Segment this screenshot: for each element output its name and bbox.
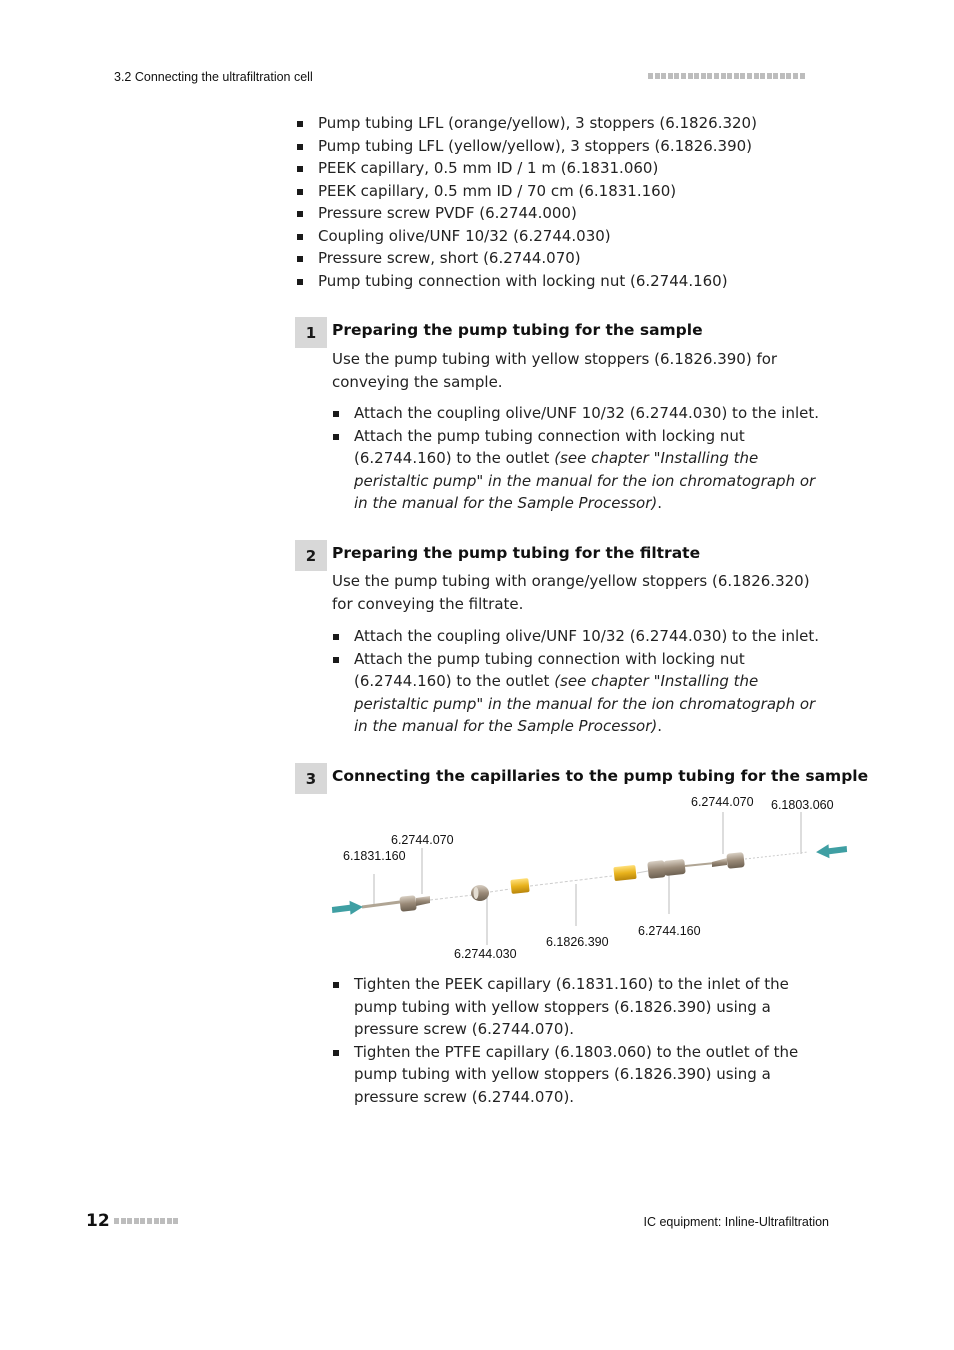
- instruction-end: .: [657, 717, 663, 735]
- step-title: Connecting the capillaries to the pump tubing for the sample: [332, 767, 869, 785]
- label-coupling-olive: 6.2744.030: [454, 947, 517, 961]
- step-description: Use the pump tubing with yellow stoppers (6.1826.390) for conveying the sample.: [332, 350, 778, 391]
- label-pump-tubing: 6.1826.390: [546, 935, 609, 949]
- page-number: 12: [86, 1211, 110, 1231]
- step-description: Use the pump tubing with orange/yellow stoppers (6.1826.320) for conveying the filtrate.: [332, 572, 810, 613]
- step-title: Preparing the pump tubing for the sample: [332, 321, 703, 339]
- yellow-stopper-icon: [613, 865, 636, 881]
- step-instructions: [332, 625, 822, 738]
- list-item: Attach the coupling olive/UNF 10/32 (6.2744.030) to the inlet.: [332, 625, 822, 648]
- step-number: 2: [295, 540, 327, 571]
- step-number: 1: [295, 317, 327, 348]
- list-item: Pump tubing connection with locking nut (6.2744.160): [296, 270, 757, 293]
- list-item: Tighten the PEEK capillary (6.1831.160) to the inlet of the pump tubing with yellow stoppers (6.1826.390) using a pressure screw (6.2744.070).: [332, 973, 822, 1041]
- footer-decorative-dots: [114, 1218, 178, 1224]
- coupling-olive-icon: [471, 885, 489, 901]
- label-outlet-pressure-screw: 6.2744.070: [691, 795, 754, 809]
- cross-reference: (see chapter "Installing the peristaltic pump" in the manual for the ion chromatograph or in the manual for the Sample Processor): [354, 449, 816, 512]
- label-tubing-connection: 6.2744.160: [638, 924, 701, 938]
- list-item: Coupling olive/UNF 10/32 (6.2744.030): [296, 225, 757, 248]
- step-number: 3: [295, 763, 327, 794]
- list-item: Pressure screw, short (6.2744.070): [296, 247, 757, 270]
- parts-list: [296, 112, 757, 292]
- outlet-pressure-screw-icon: [712, 852, 745, 869]
- capillary-connection-diagram: [330, 790, 855, 970]
- list-item: PEEK capillary, 0.5 mm ID / 70 cm (6.1831.160): [296, 180, 757, 203]
- list-item: [332, 425, 822, 515]
- step-instructions: [332, 402, 822, 515]
- label-peek-capillary: 6.1831.160: [343, 849, 406, 863]
- running-header-section: 3.2 Connecting the ultrafiltration cell: [114, 70, 313, 84]
- tubing-connection-icon: [647, 859, 686, 879]
- step-title: Preparing the pump tubing for the filtrate: [332, 544, 701, 562]
- instruction-text: Attach the pump tubing connection with locking nut (6.2744.160) to the outlet: [354, 426, 745, 467]
- yellow-stopper-icon: [510, 878, 529, 894]
- inlet-arrow-icon: [332, 900, 364, 916]
- instruction-text: Attach the pump tubing connection with locking nut (6.2744.160) to the outlet: [354, 649, 745, 690]
- step-instructions: [332, 973, 822, 1108]
- cross-reference: (see chapter "Installing the peristaltic pump" in the manual for the ion chromatograph or in the manual for the Sample Processor): [354, 672, 816, 735]
- outlet-arrow-icon: [816, 843, 848, 859]
- list-item: Pump tubing LFL (yellow/yellow), 3 stoppers (6.1826.390): [296, 135, 757, 158]
- header-decorative-dots: [648, 73, 805, 79]
- label-inlet-pressure-screw: 6.2744.070: [391, 833, 454, 847]
- list-item: PEEK capillary, 0.5 mm ID / 1 m (6.1831.060): [296, 157, 757, 180]
- label-ptfe-capillary: 6.1803.060: [771, 798, 834, 812]
- list-item: [332, 648, 822, 738]
- list-item: Pressure screw PVDF (6.2744.000): [296, 202, 757, 225]
- instruction-end: .: [657, 494, 663, 512]
- list-item: Pump tubing LFL (orange/yellow), 3 stoppers (6.1826.320): [296, 112, 757, 135]
- list-item: Attach the coupling olive/UNF 10/32 (6.2744.030) to the inlet.: [332, 402, 822, 425]
- list-item: Tighten the PTFE capillary (6.1803.060) to the outlet of the pump tubing with yellow stoppers (6.1826.390) using a pressure screw (6.2744.070).: [332, 1041, 822, 1109]
- inlet-pressure-screw-icon: [399, 895, 430, 912]
- footer-title: IC equipment: Inline-Ultrafiltration: [643, 1215, 829, 1229]
